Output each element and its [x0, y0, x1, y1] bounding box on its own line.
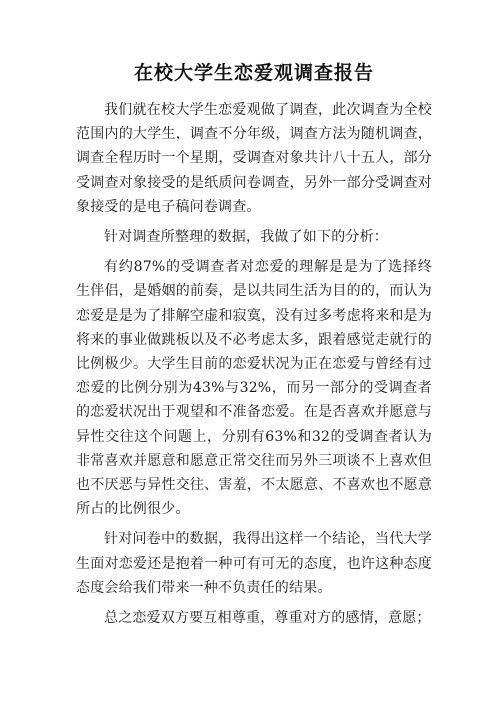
paragraph-findings: 有约87%的受调查者对恋爱的理解是是为了选择终生伴侣，是婚姻的前奏，是以共同生活为目的的，而认为恋爱是是为了排解空虚和寂寞，没有过多考虑将来和是为将来的事业做跳板以及不必考虑太多，跟着感觉走就行的比例极少。大学生目前的恋爱状况为正在恋爱与曾经有过恋爱的比例分别为43%与32%，而另一部分的受调查者的恋爱状况出于观望和不准备恋爱。在是否喜欢并愿意与异性交往这个问题上，分别有63%和32的受调查者认为非常喜欢并愿意和愿意正常交往而另外三项谈不上喜欢但也不厌恶与异性交往、害羞，不太愿意、不喜欢也不愿意所占的比例很少。	[76, 259, 432, 518]
paragraph-conclusion: 针对问卷中的数据，我得出这样一个结论，当代大学生面对恋爱还是抱着一种可有可无的态度，也许这种态度态度会给我们带来一种不负责任的结果。	[76, 531, 432, 596]
paragraph-intro: 我们就在校大学生恋爱观做了调查，此次调查为全校范围内的大学生，调查不分年级，调查方法为随机调查，调查全程历时一个星期，受调查对象共计八十五人，部分受调查对象接受的是纸质问卷调查，另外一部分受调查对象接受的是电子稿问卷调查。	[76, 102, 432, 215]
paragraph-summary: 总之恋爱双方要互相尊重，尊重对方的感情，意愿；	[104, 610, 431, 627]
document-body	[76, 98, 432, 630]
document-title: 在校大学生恋爱观调查报告	[133, 62, 374, 84]
paragraph-analysis-lead: 针对调查所整理的数据，我做了如下的分析：	[104, 229, 388, 246]
